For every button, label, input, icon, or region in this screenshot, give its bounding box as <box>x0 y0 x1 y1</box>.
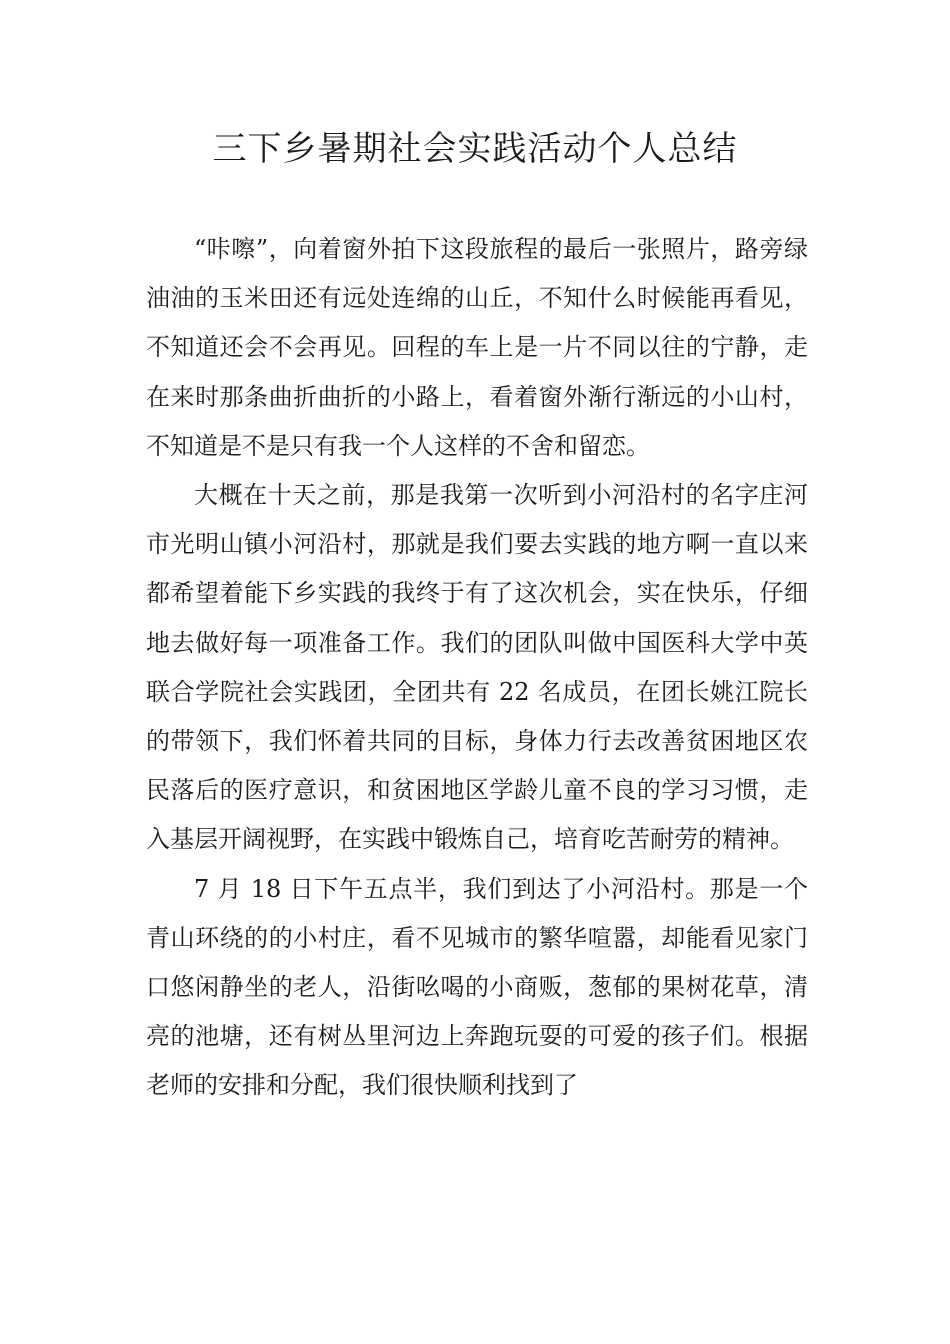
paragraph-2: 大概在十天之前，那是我第一次听到小河沿村的名字庄河市光明山镇小河沿村，那就是我们要去实践的地方啊一直以来都希望着能下乡实践的我终于有了这次机会，实在快乐，仔细地去做好每一项准备工作。我们的团队叫做中国医科大学中英联合学院社会实践团，全团共有 22 名成员，在团长姚江院长的带领下，我们怀着共同的目标，身体力行去改善贫困地区农民落后的医疗意识，和贫困地区学龄儿童不良的学习习惯，走入基层开阔视野，在实践中锻炼自己，培育吃苦耐劳的精神。 <box>146 481 808 854</box>
paragraph-1: “咔嚓”，向着窗外拍下这段旅程的最后一张照片，路旁绿油油的玉米田还有远处连绵的山丘，不知什么时候能再看见，不知道还会不会再见。回程的车上是一片不同以往的宁静，走在来时那条曲折曲折的小路上，看着窗外渐行渐远的小山村，不知道是不是只有我一个人这样的不舍和留恋。 <box>146 235 808 460</box>
document-body <box>146 225 808 1111</box>
document-title: 三下乡暑期社会实践活动个人总结 <box>212 129 738 169</box>
paragraph-3: 7 月 18 日下午五点半，我们到达了小河沿村。那是一个青山环绕的的小村庄，看不见城市的繁华喧嚣，却能看见家门口悠闲静坐的老人，沿街吆喝的小商贩，葱郁的果树花草，清亮的池塘，还有树丛里河边上奔跑玩耍的可爱的孩子们。根据老师的安排和分配，我们很快顺利找到了 <box>146 874 808 1100</box>
